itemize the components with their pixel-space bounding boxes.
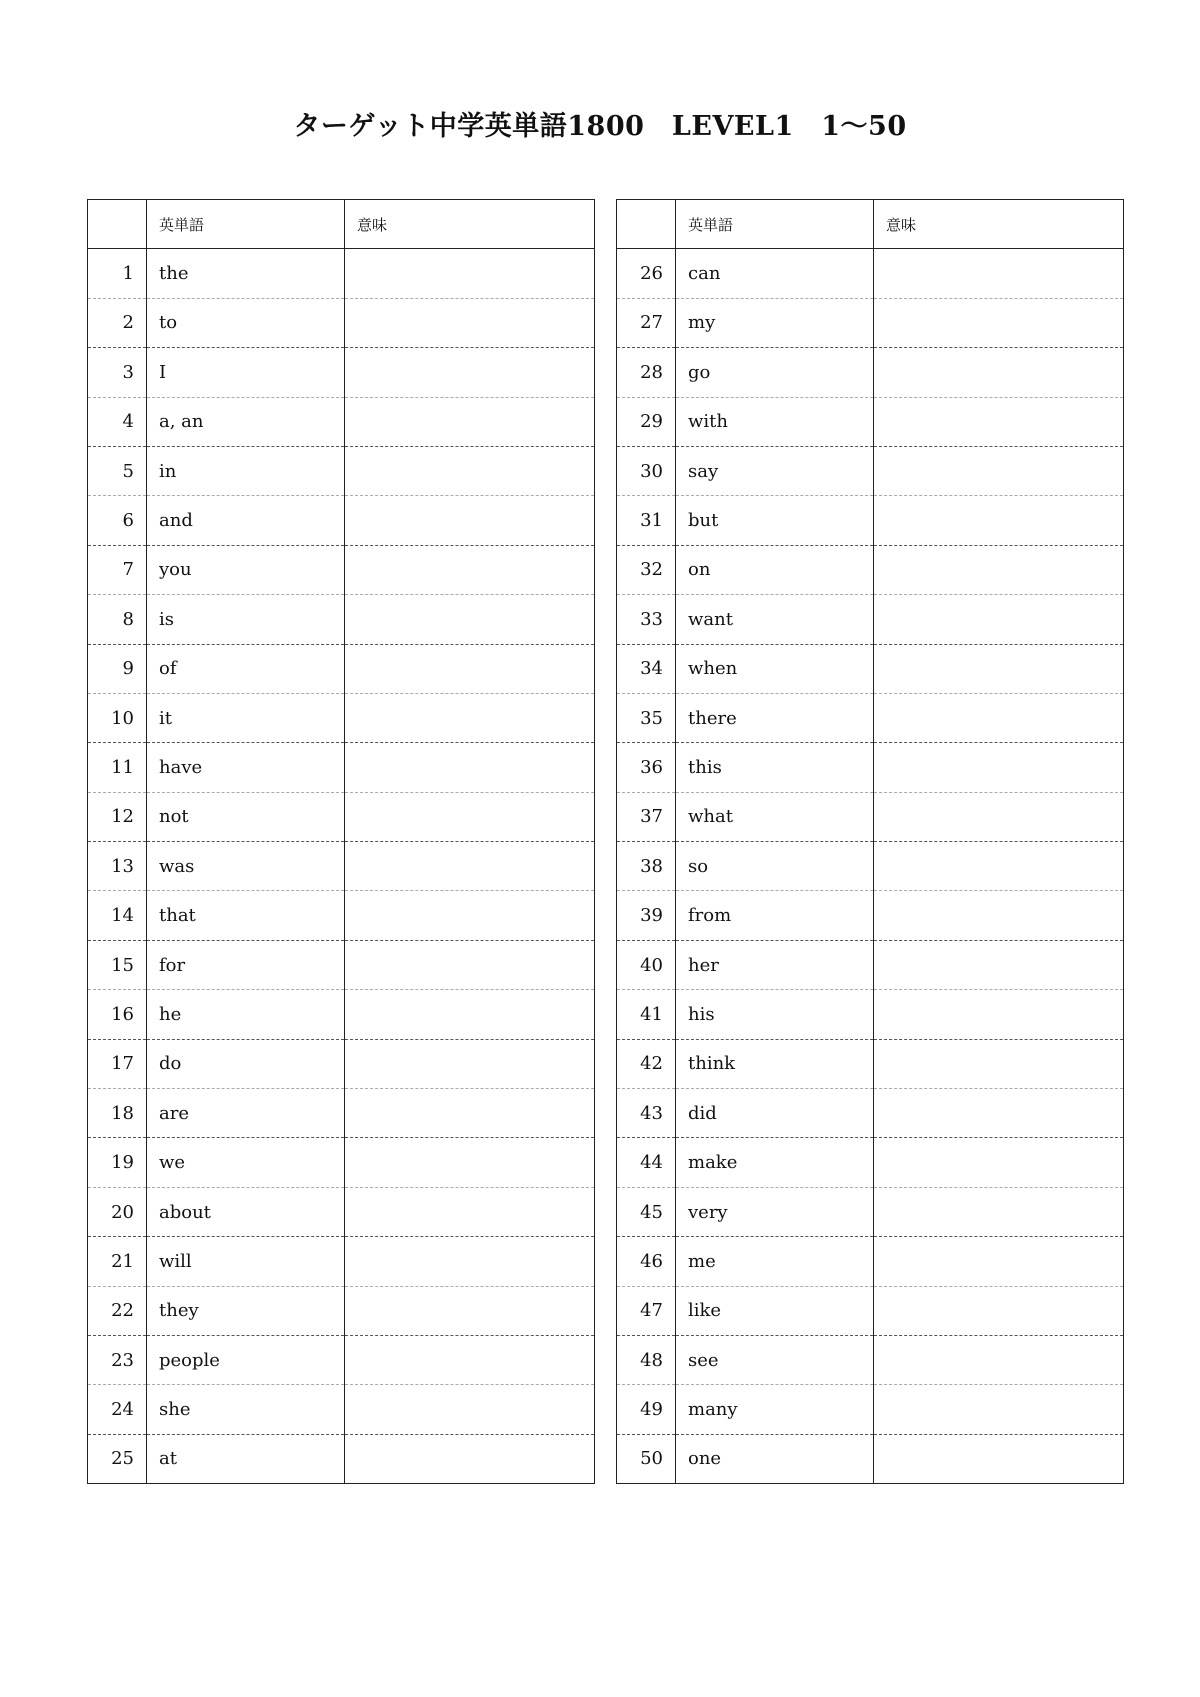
table-header-row	[617, 200, 1124, 249]
row-number: 50	[617, 1434, 676, 1483]
word-column-header: 英単語	[676, 200, 874, 249]
meaning-answer-cell[interactable]	[874, 644, 1124, 693]
meaning-answer-cell[interactable]	[874, 990, 1124, 1039]
english-word: to	[147, 298, 345, 347]
meaning-answer-cell[interactable]	[874, 940, 1124, 989]
meaning-answer-cell[interactable]	[345, 348, 595, 397]
row-number: 48	[617, 1335, 676, 1384]
english-word: do	[147, 1039, 345, 1088]
table-row	[617, 842, 1124, 891]
english-word: her	[676, 940, 874, 989]
table-row	[88, 545, 595, 594]
row-number: 4	[88, 397, 147, 446]
english-word: was	[147, 842, 345, 891]
table-row	[88, 1138, 595, 1187]
table-row	[617, 348, 1124, 397]
row-number: 8	[88, 595, 147, 644]
word-table-right	[616, 199, 1124, 1484]
row-number: 39	[617, 891, 676, 940]
row-number: 37	[617, 792, 676, 841]
row-number: 15	[88, 940, 147, 989]
english-word: say	[676, 446, 874, 495]
table-row	[88, 792, 595, 841]
row-number: 22	[88, 1286, 147, 1335]
meaning-answer-cell[interactable]	[345, 249, 595, 298]
english-word: with	[676, 397, 874, 446]
table-row	[88, 249, 595, 298]
table-row	[617, 891, 1124, 940]
meaning-answer-cell[interactable]	[874, 446, 1124, 495]
row-number: 35	[617, 693, 676, 742]
meaning-answer-cell[interactable]	[345, 644, 595, 693]
row-number: 24	[88, 1385, 147, 1434]
english-word: it	[147, 693, 345, 742]
number-column-header	[88, 200, 147, 249]
table-row	[88, 1187, 595, 1236]
english-word: in	[147, 446, 345, 495]
table-row	[88, 644, 595, 693]
table-row	[617, 1385, 1124, 1434]
english-word: on	[676, 545, 874, 594]
meaning-answer-cell[interactable]	[345, 1286, 595, 1335]
english-word: this	[676, 743, 874, 792]
table-row	[88, 298, 595, 347]
english-word: make	[676, 1138, 874, 1187]
table-row	[617, 1187, 1124, 1236]
row-number: 34	[617, 644, 676, 693]
row-number: 23	[88, 1335, 147, 1384]
english-word: will	[147, 1237, 345, 1286]
row-number: 14	[88, 891, 147, 940]
english-word: but	[676, 496, 874, 545]
meaning-answer-cell[interactable]	[345, 1089, 595, 1138]
row-number: 44	[617, 1138, 676, 1187]
english-word: are	[147, 1089, 345, 1138]
table-row	[617, 644, 1124, 693]
english-word: go	[676, 348, 874, 397]
table-row	[617, 1039, 1124, 1088]
row-number: 13	[88, 842, 147, 891]
number-column-header	[617, 200, 676, 249]
word-list-body	[617, 249, 1124, 1484]
row-number: 2	[88, 298, 147, 347]
row-number: 46	[617, 1237, 676, 1286]
table-row	[617, 990, 1124, 1039]
table-row	[88, 1237, 595, 1286]
row-number: 49	[617, 1385, 676, 1434]
table-row	[617, 1434, 1124, 1483]
table-row	[617, 1335, 1124, 1384]
english-word: so	[676, 842, 874, 891]
english-word: many	[676, 1385, 874, 1434]
table-row	[617, 1286, 1124, 1335]
meaning-answer-cell[interactable]	[874, 545, 1124, 594]
meaning-answer-cell[interactable]	[874, 1039, 1124, 1088]
meaning-answer-cell[interactable]	[345, 792, 595, 841]
english-word: his	[676, 990, 874, 1039]
row-number: 47	[617, 1286, 676, 1335]
english-word: I	[147, 348, 345, 397]
english-word: he	[147, 990, 345, 1039]
table-row	[617, 1089, 1124, 1138]
table-row	[88, 1335, 595, 1384]
english-word: when	[676, 644, 874, 693]
meaning-answer-cell[interactable]	[874, 792, 1124, 841]
row-number: 7	[88, 545, 147, 594]
meaning-answer-cell[interactable]	[345, 595, 595, 644]
meaning-answer-cell[interactable]	[345, 1434, 595, 1483]
row-number: 32	[617, 545, 676, 594]
table-row	[88, 940, 595, 989]
row-number: 36	[617, 743, 676, 792]
english-word: want	[676, 595, 874, 644]
meaning-answer-cell[interactable]	[874, 595, 1124, 644]
row-number: 5	[88, 446, 147, 495]
word-table-left	[87, 199, 595, 1484]
table-row	[617, 792, 1124, 841]
row-number: 29	[617, 397, 676, 446]
table-row	[617, 940, 1124, 989]
meaning-answer-cell[interactable]	[874, 1286, 1124, 1335]
meaning-answer-cell[interactable]	[874, 1237, 1124, 1286]
table-row	[88, 743, 595, 792]
meaning-column-header: 意味	[874, 200, 1124, 249]
meaning-answer-cell[interactable]	[874, 496, 1124, 545]
english-word: did	[676, 1089, 874, 1138]
meaning-answer-cell[interactable]	[874, 397, 1124, 446]
row-number: 17	[88, 1039, 147, 1088]
english-word: they	[147, 1286, 345, 1335]
meaning-answer-cell[interactable]	[874, 1187, 1124, 1236]
english-word: like	[676, 1286, 874, 1335]
table-row	[617, 595, 1124, 644]
meaning-answer-cell[interactable]	[874, 1385, 1124, 1434]
table-row	[617, 693, 1124, 742]
table-row	[617, 397, 1124, 446]
meaning-answer-cell[interactable]	[874, 743, 1124, 792]
meaning-answer-cell[interactable]	[345, 1385, 595, 1434]
english-word: have	[147, 743, 345, 792]
meaning-answer-cell[interactable]	[345, 1187, 595, 1236]
meaning-answer-cell[interactable]	[874, 1138, 1124, 1187]
table-row	[617, 249, 1124, 298]
table-row	[88, 348, 595, 397]
english-word: about	[147, 1187, 345, 1236]
row-number: 18	[88, 1089, 147, 1138]
meaning-answer-cell[interactable]	[874, 1434, 1124, 1483]
meaning-answer-cell[interactable]	[345, 842, 595, 891]
row-number: 10	[88, 693, 147, 742]
row-number: 20	[88, 1187, 147, 1236]
english-word: is	[147, 595, 345, 644]
english-word: she	[147, 1385, 345, 1434]
table-row	[88, 842, 595, 891]
english-word: people	[147, 1335, 345, 1384]
table-row	[88, 693, 595, 742]
row-number: 38	[617, 842, 676, 891]
english-word: one	[676, 1434, 874, 1483]
english-word: from	[676, 891, 874, 940]
english-word: for	[147, 940, 345, 989]
english-word: not	[147, 792, 345, 841]
meaning-answer-cell[interactable]	[345, 940, 595, 989]
table-row	[88, 595, 595, 644]
english-word: my	[676, 298, 874, 347]
table-row	[88, 1434, 595, 1483]
english-word: very	[676, 1187, 874, 1236]
table-header-row	[88, 200, 595, 249]
meaning-answer-cell[interactable]	[345, 496, 595, 545]
row-number: 42	[617, 1039, 676, 1088]
english-word: the	[147, 249, 345, 298]
english-word: and	[147, 496, 345, 545]
row-number: 16	[88, 990, 147, 1039]
table-row	[88, 891, 595, 940]
table-row	[617, 298, 1124, 347]
row-number: 12	[88, 792, 147, 841]
meaning-answer-cell[interactable]	[345, 1237, 595, 1286]
table-row	[617, 1237, 1124, 1286]
row-number: 40	[617, 940, 676, 989]
meaning-answer-cell[interactable]	[345, 1138, 595, 1187]
meaning-answer-cell[interactable]	[874, 891, 1124, 940]
table-row	[88, 397, 595, 446]
row-number: 27	[617, 298, 676, 347]
meaning-answer-cell[interactable]	[345, 990, 595, 1039]
meaning-answer-cell[interactable]	[345, 891, 595, 940]
meaning-answer-cell[interactable]	[345, 693, 595, 742]
meaning-answer-cell[interactable]	[874, 249, 1124, 298]
english-word: there	[676, 693, 874, 742]
english-word: we	[147, 1138, 345, 1187]
english-word: at	[147, 1434, 345, 1483]
meaning-column-header: 意味	[345, 200, 595, 249]
table-row	[88, 1039, 595, 1088]
row-number: 41	[617, 990, 676, 1039]
row-number: 1	[88, 249, 147, 298]
meaning-answer-cell[interactable]	[345, 298, 595, 347]
row-number: 19	[88, 1138, 147, 1187]
meaning-answer-cell[interactable]	[345, 545, 595, 594]
table-row	[88, 1286, 595, 1335]
table-row	[88, 446, 595, 495]
meaning-answer-cell[interactable]	[874, 348, 1124, 397]
english-word: what	[676, 792, 874, 841]
english-word: of	[147, 644, 345, 693]
meaning-answer-cell[interactable]	[345, 446, 595, 495]
english-word: you	[147, 545, 345, 594]
table-row	[88, 1385, 595, 1434]
meaning-answer-cell[interactable]	[874, 842, 1124, 891]
table-row	[88, 496, 595, 545]
row-number: 28	[617, 348, 676, 397]
english-word: can	[676, 249, 874, 298]
row-number: 3	[88, 348, 147, 397]
row-number: 45	[617, 1187, 676, 1236]
english-word: think	[676, 1039, 874, 1088]
row-number: 26	[617, 249, 676, 298]
english-word: see	[676, 1335, 874, 1384]
row-number: 31	[617, 496, 676, 545]
table-row	[617, 545, 1124, 594]
table-row	[617, 446, 1124, 495]
english-word: that	[147, 891, 345, 940]
row-number: 43	[617, 1089, 676, 1138]
meaning-answer-cell[interactable]	[345, 397, 595, 446]
table-row	[88, 990, 595, 1039]
row-number: 25	[88, 1434, 147, 1483]
meaning-answer-cell[interactable]	[874, 1335, 1124, 1384]
meaning-answer-cell[interactable]	[874, 1089, 1124, 1138]
row-number: 11	[88, 743, 147, 792]
english-word: a, an	[147, 397, 345, 446]
table-row	[617, 743, 1124, 792]
table-row	[88, 1089, 595, 1138]
row-number: 21	[88, 1237, 147, 1286]
meaning-answer-cell[interactable]	[874, 298, 1124, 347]
page-title: ターゲット中学英単語1800 LEVEL1 1～50	[293, 111, 907, 142]
english-word: me	[676, 1237, 874, 1286]
row-number: 9	[88, 644, 147, 693]
meaning-answer-cell[interactable]	[874, 693, 1124, 742]
row-number: 6	[88, 496, 147, 545]
table-row	[617, 496, 1124, 545]
word-column-header: 英単語	[147, 200, 345, 249]
row-number: 33	[617, 595, 676, 644]
meaning-answer-cell[interactable]	[345, 743, 595, 792]
meaning-answer-cell[interactable]	[345, 1335, 595, 1384]
meaning-answer-cell[interactable]	[345, 1039, 595, 1088]
table-row	[617, 1138, 1124, 1187]
word-list-body	[88, 249, 595, 1484]
row-number: 30	[617, 446, 676, 495]
